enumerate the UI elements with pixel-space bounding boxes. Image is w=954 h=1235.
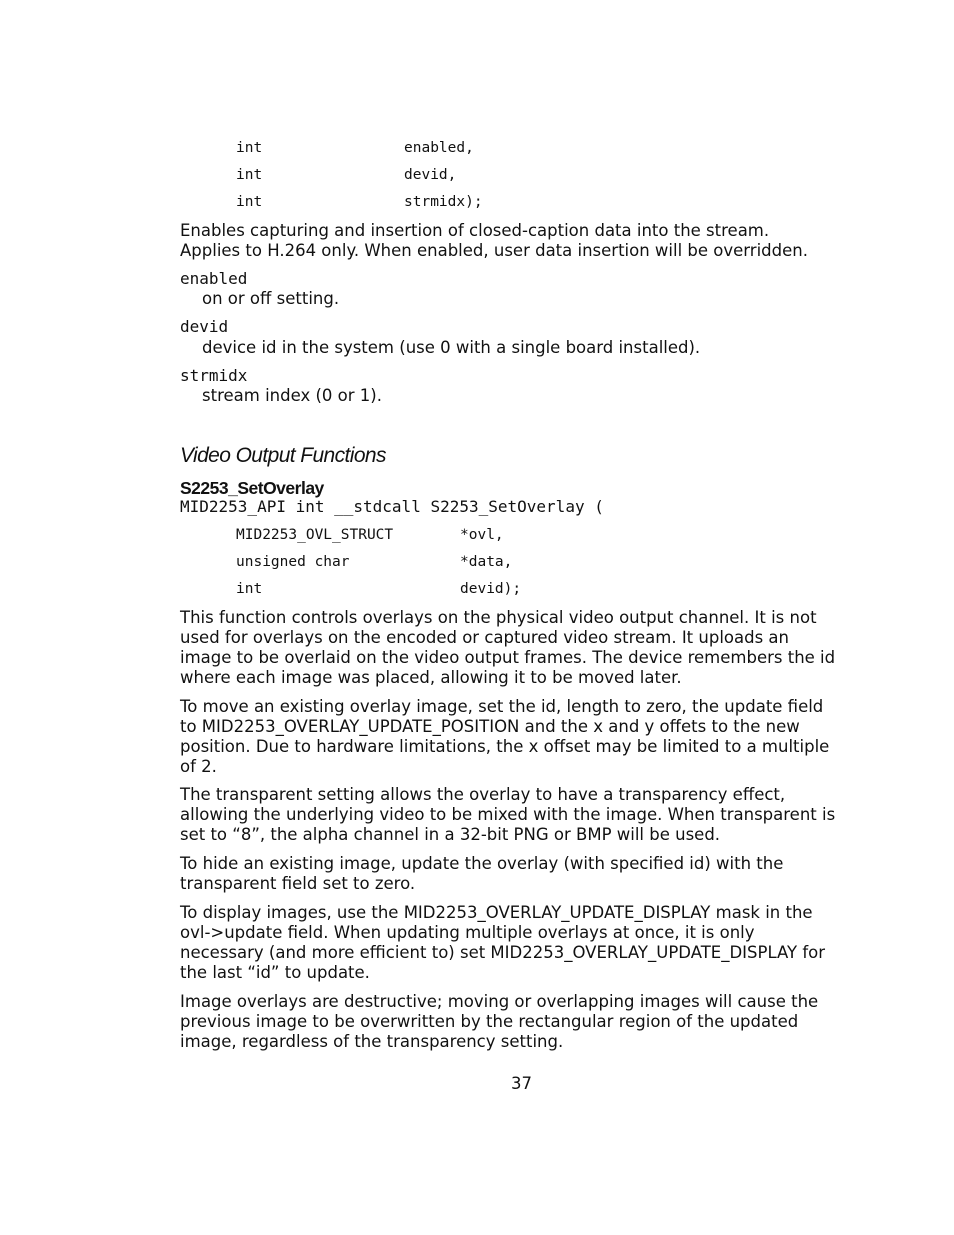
paragraph-line: image, regardless of the transparency setting. — [180, 1032, 564, 1051]
paragraph-line: To hide an existing image, update the overlay (with specified id) with the — [180, 854, 784, 873]
section-title: Video Output Functions — [180, 444, 386, 467]
paragraph-line: To move an existing overlay image, set the id, length to zero, the update field — [180, 697, 824, 716]
paragraph-line: previous image to be overwritten by the rectangular region of the updated — [180, 1012, 799, 1031]
param-type: unsigned char — [236, 554, 350, 570]
paragraph-line: Enables capturing and insertion of closed-caption data into the stream. — [180, 221, 770, 240]
body-paragraph — [180, 785, 870, 845]
paragraph-line: where each image was placed, allowing it to be moved later. — [180, 668, 682, 687]
paragraph-line: position. Due to hardware limitations, the x offset may be limited to a multiple — [180, 737, 830, 756]
paragraph-line: This function controls overlays on the physical video output channel. It is not — [180, 608, 817, 627]
paragraph-line: The transparent setting allows the overlay to have a transparency effect, — [180, 785, 786, 804]
param-type: int — [236, 581, 263, 597]
paragraph-line: the last “id” to update. — [180, 963, 370, 982]
function-signature: MID2253_API int __stdcall S2253_SetOverlay ( — [180, 497, 604, 516]
body-paragraph — [180, 697, 870, 777]
paragraph-line: allowing the underlying video to be mixed with the image. When transparent is — [180, 805, 836, 824]
param-name: devid); — [460, 581, 522, 597]
paragraph-line: transparent field set to zero. — [180, 874, 416, 893]
param-name: *ovl, — [460, 527, 504, 543]
paragraph-line: Applies to H.264 only. When enabled, user data insertion will be overridden. — [180, 241, 808, 260]
cc-description — [180, 221, 870, 261]
param-term: strmidx — [180, 366, 248, 385]
param-description: stream index (0 or 1). — [202, 386, 382, 405]
paragraph-line: of 2. — [180, 757, 217, 776]
paragraph-line: to MID2253_OVERLAY_UPDATE_POSITION and the x and y offets to the new — [180, 717, 800, 736]
function-title: S2253_SetOverlay — [180, 478, 324, 498]
param-description: device id in the system (use 0 with a single board installed). — [202, 338, 701, 357]
body-paragraph — [180, 903, 870, 983]
paragraph-line: necessary (and more efficient to) set MID2253_OVERLAY_UPDATE_DISPLAY for — [180, 943, 826, 962]
param-type: MID2253_OVL_STRUCT — [236, 527, 394, 543]
param-term: enabled — [180, 269, 248, 288]
body-paragraph — [180, 854, 870, 894]
paragraph-line: Image overlays are destructive; moving or overlapping images will cause the — [180, 992, 819, 1011]
body-paragraph — [180, 992, 870, 1052]
param-type: int — [236, 140, 263, 156]
paragraph-line: To display images, use the MID2253_OVERLAY_UPDATE_DISPLAY mask in the — [180, 903, 813, 922]
paragraph-line: image to be overlaid on the video output frames. The device remembers the id — [180, 648, 836, 667]
param-type: int — [236, 194, 263, 210]
param-name: strmidx); — [404, 194, 483, 210]
param-term: devid — [180, 317, 229, 336]
page-number: 37 — [511, 1074, 532, 1093]
param-name: *data, — [460, 554, 513, 570]
body-paragraph — [180, 608, 870, 688]
param-description: on or off setting. — [202, 289, 340, 308]
paragraph-line: used for overlays on the encoded or captured video stream. It uploads an — [180, 628, 790, 647]
paragraph-line: set to “8”, the alpha channel in a 32-bit PNG or BMP will be used. — [180, 825, 721, 844]
paragraph-line: ovl->update field. When updating multiple overlays at once, it is only — [180, 923, 755, 942]
param-name: enabled, — [404, 140, 474, 156]
param-type: int — [236, 167, 263, 183]
param-name: devid, — [404, 167, 457, 183]
